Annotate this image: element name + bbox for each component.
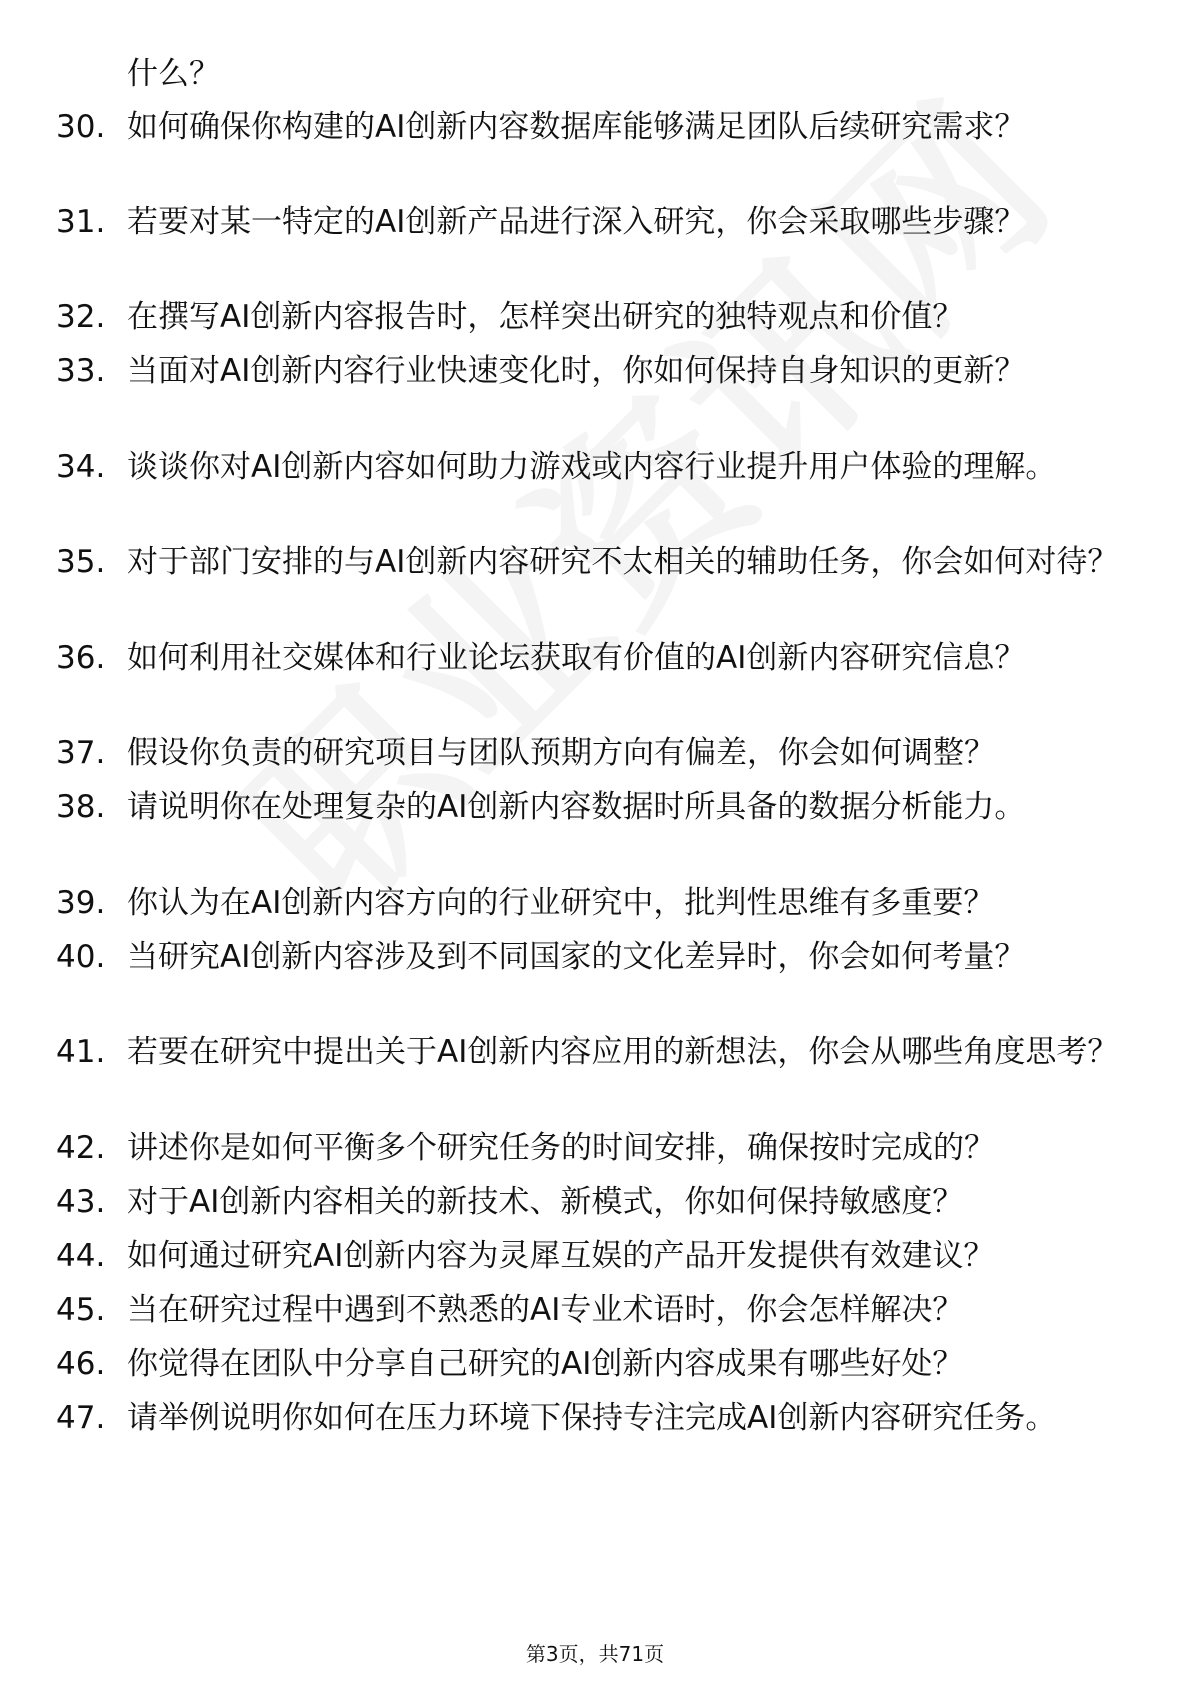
list-item (56, 1342, 1136, 1387)
item-text: 当研究AI创新内容涉及到不同国家的文化差异时，你会如何考量？ (127, 939, 1026, 975)
item-number: 32. (56, 299, 106, 335)
item-text: 请说明你在处理复杂的AI创新内容数据时所具备的数据分析能力。 (127, 789, 1026, 825)
list-item (56, 1180, 1136, 1225)
item-number: 44. (56, 1238, 106, 1274)
item-text: 在撰写AI创新内容报告时，怎样突出研究的独特观点和价值？ (127, 299, 964, 335)
item-number: 46. (56, 1346, 106, 1382)
list-item (56, 1396, 1136, 1441)
page-number: 第3页，共71页 (525, 1642, 665, 1666)
item-text: 当面对AI创新内容行业快速变化时，你如何保持自身知识的更新？ (127, 353, 1026, 389)
item-number: 33. (56, 353, 106, 389)
item-text: 若要在研究中提出关于AI创新内容应用的新想法，你会从哪些角度思考？ (127, 1034, 1119, 1070)
item-number: 35. (56, 544, 106, 580)
item-number: 45. (56, 1292, 106, 1328)
item-text: 如何利用社交媒体和行业论坛获取有价值的AI创新内容研究信息？ (127, 640, 1026, 676)
item-number: 39. (56, 885, 106, 921)
list-item (56, 636, 1136, 681)
list-item (56, 881, 1136, 926)
item-text: 对于部门安排的与AI创新内容研究不太相关的辅助任务，你会如何对待？ (127, 544, 1119, 580)
item-number: 30. (56, 109, 106, 145)
list-item (56, 445, 1136, 490)
list-item (56, 935, 1136, 980)
list-item (56, 349, 1136, 394)
list-item (56, 105, 1136, 150)
item-text: 你认为在AI创新内容方向的行业研究中，批判性思维有多重要？ (127, 885, 995, 921)
item-number: 38. (56, 789, 106, 825)
item-text: 若要对某一特定的AI创新产品进行深入研究，你会采取哪些步骤？ (127, 204, 1026, 240)
item-text: 如何确保你构建的AI创新内容数据库能够满足团队后续研究需求？ (127, 109, 1026, 145)
list-item (56, 200, 1136, 245)
item-text: 谈谈你对AI创新内容如何助力游戏或内容行业提升用户体验的理解。 (127, 449, 1057, 485)
continued-text: 什么？ (127, 56, 220, 92)
item-number: 31. (56, 204, 106, 240)
list-item (56, 785, 1136, 830)
list-item (56, 731, 1136, 776)
list-item (56, 1288, 1136, 1333)
item-number: 36. (56, 640, 106, 676)
list-item (56, 1234, 1136, 1279)
item-text: 请举例说明你如何在压力环境下保持专注完成AI创新内容研究任务。 (127, 1400, 1057, 1436)
list-item (56, 295, 1136, 340)
list-item (56, 1126, 1136, 1171)
list-item (56, 1030, 1136, 1075)
item-number: 43. (56, 1184, 106, 1220)
item-text: 假设你负责的研究项目与团队预期方向有偏差，你会如何调整？ (127, 735, 995, 771)
list-item (56, 540, 1136, 585)
item-text: 对于AI创新内容相关的新技术、新模式，你如何保持敏感度？ (127, 1184, 964, 1220)
item-text: 如何通过研究AI创新内容为灵犀互娱的产品开发提供有效建议？ (127, 1238, 995, 1274)
item-number: 37. (56, 735, 106, 771)
item-number: 42. (56, 1130, 106, 1166)
item-number: 40. (56, 939, 106, 975)
item-number: 41. (56, 1034, 106, 1070)
item-text: 讲述你是如何平衡多个研究任务的时间安排，确保按时完成的？ (127, 1130, 995, 1166)
item-text: 你觉得在团队中分享自己研究的AI创新内容成果有哪些好处？ (127, 1346, 964, 1382)
item-number: 47. (56, 1400, 106, 1436)
item-text: 当在研究过程中遇到不熟悉的AI专业术语时，你会怎样解决？ (127, 1292, 964, 1328)
item-number: 34. (56, 449, 106, 485)
